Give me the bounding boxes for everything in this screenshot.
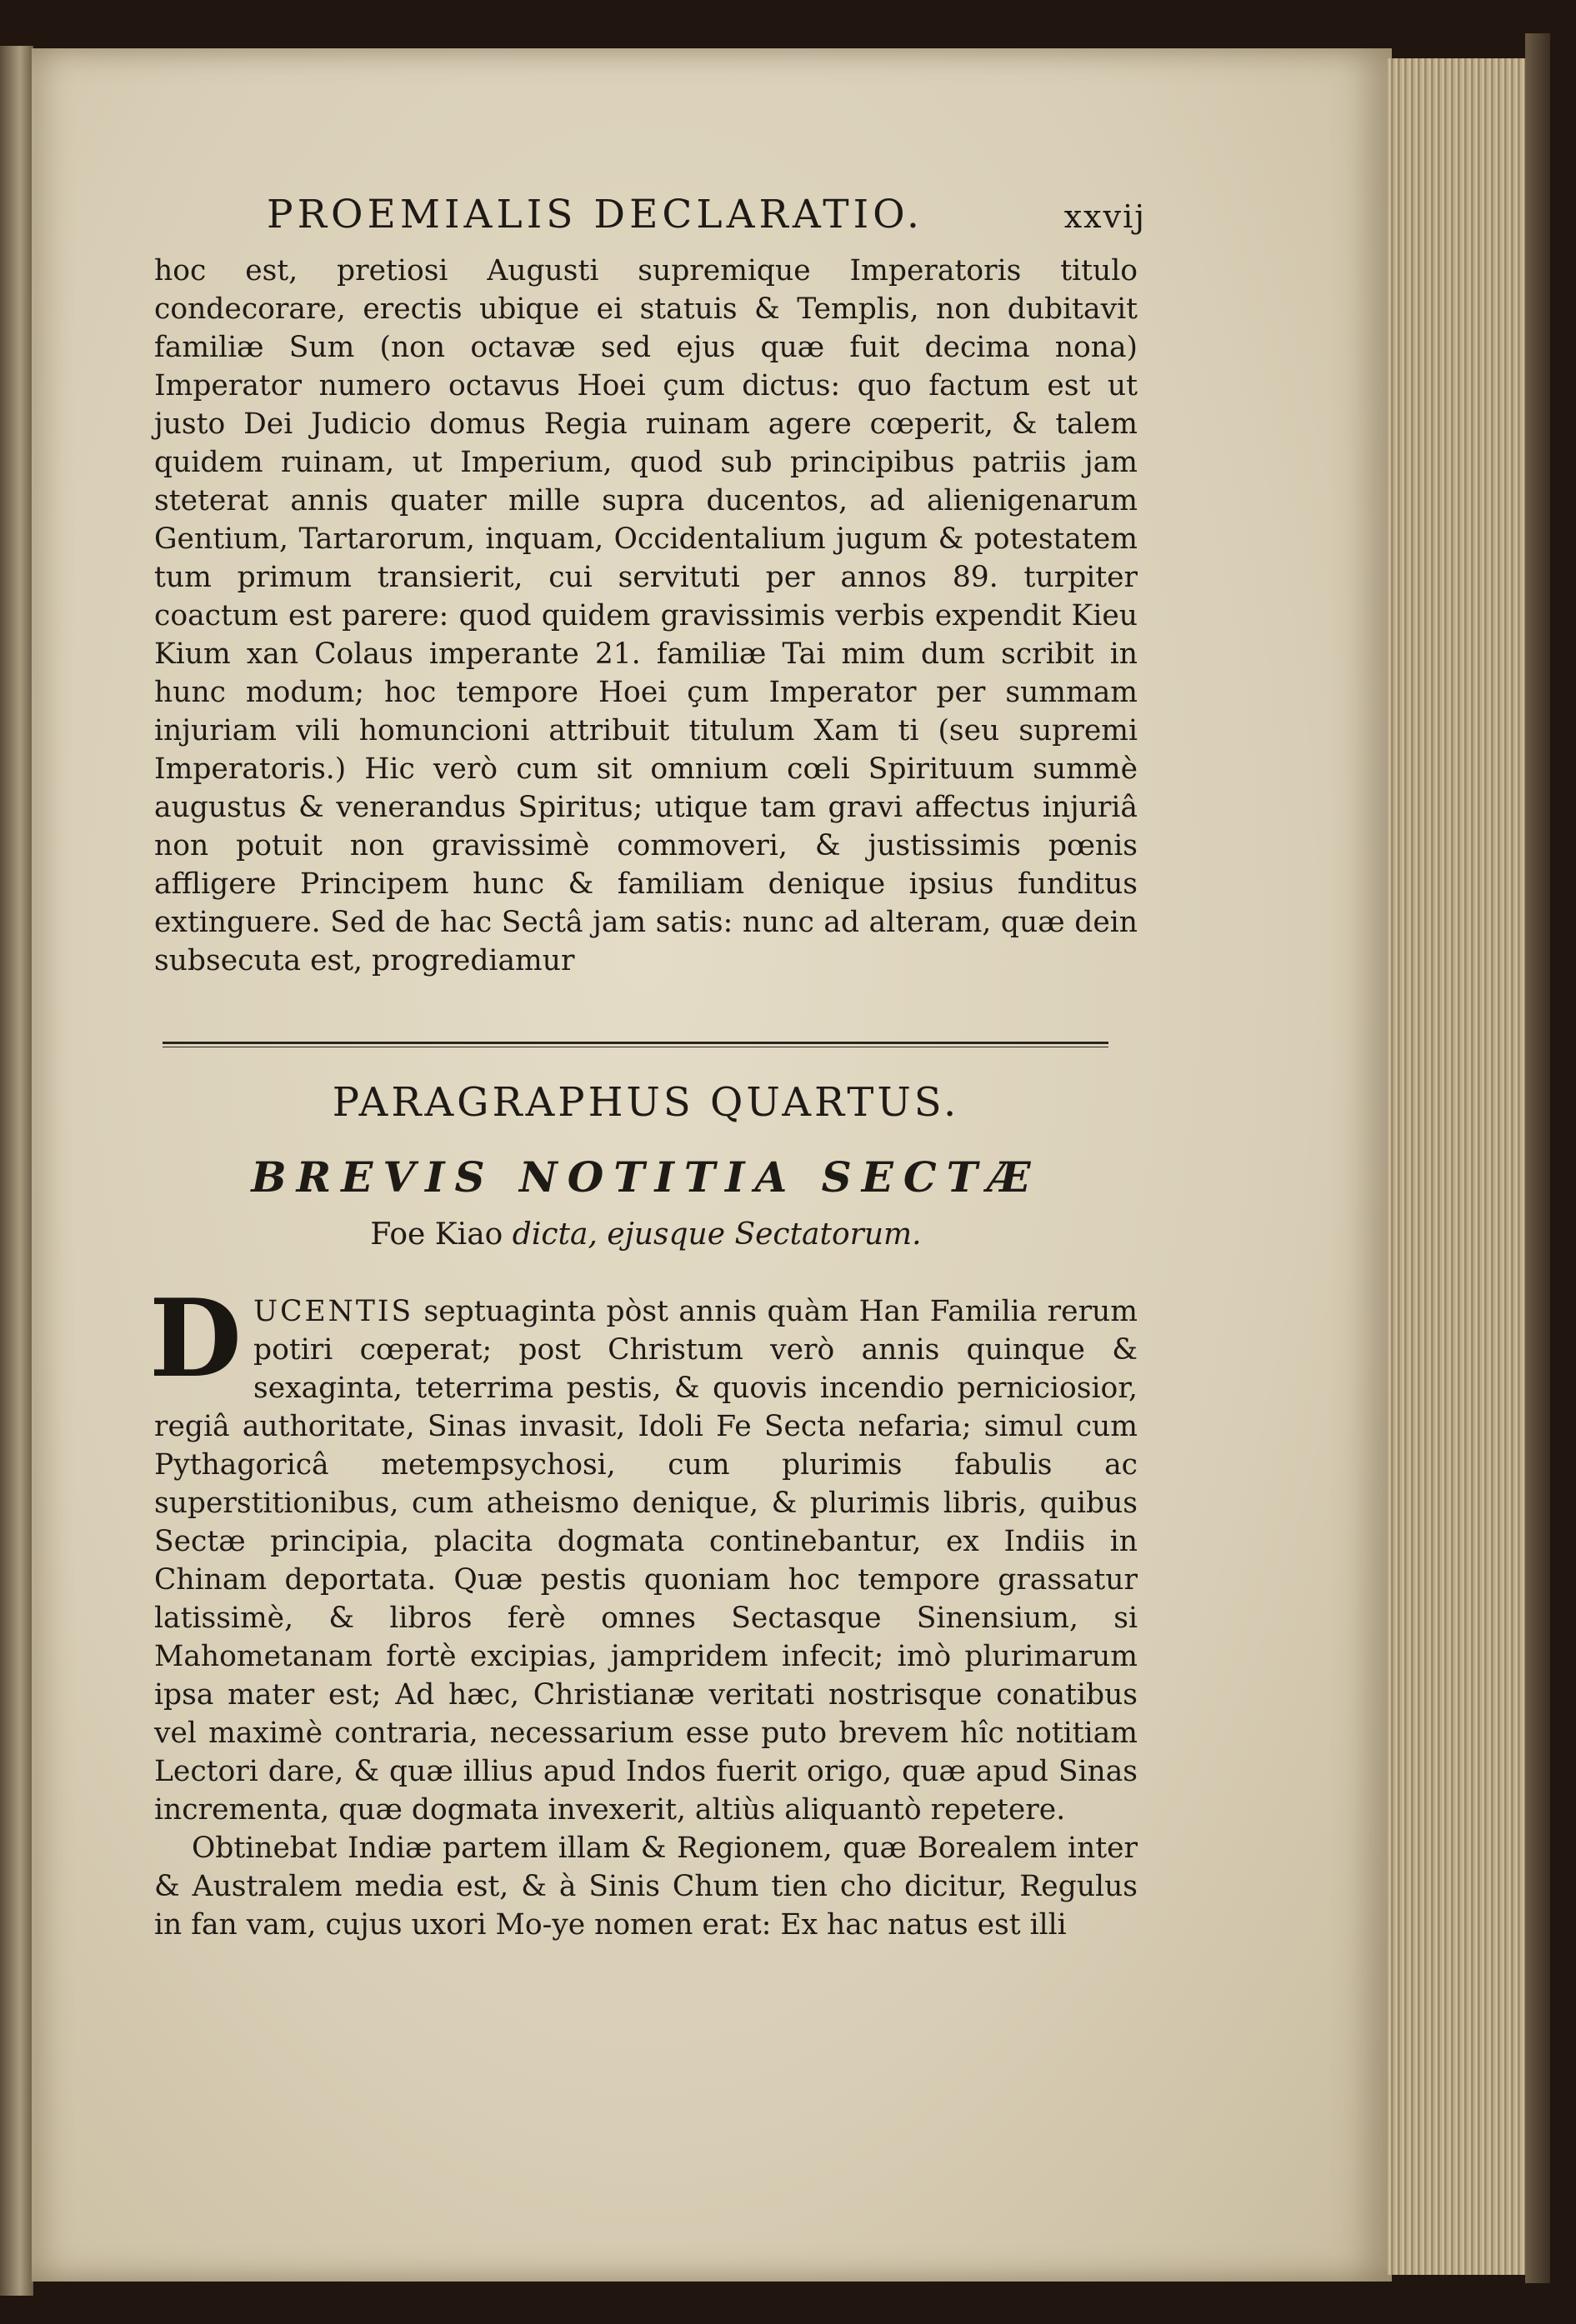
section-title: BREVIS NOTITIA SECTÆ	[251, 1152, 1041, 1202]
page-header	[154, 192, 1146, 250]
book-cover	[1525, 33, 1550, 2283]
section-body	[149, 1277, 1138, 1944]
drop-cap: D	[149, 1277, 242, 1402]
page-edges	[1388, 58, 1530, 2275]
paragraph-heading: PARAGRAPHUS QUARTUS.	[332, 1079, 960, 1126]
lead-caps: UCENTIS	[253, 1295, 414, 1328]
running-title: PROEMIALIS DECLARATIO.	[267, 192, 923, 237]
page-number: xxvij	[1063, 198, 1146, 235]
body-paragraph-2: Obtinebat Indiæ partem illam & Regionem, quæ Borealem inter & Australem media est, & à Sinis Chum tien cho dicitur, Regulus in fan vam, cujus uxori Mo-ye nomen erat: Ex hac natus est illi	[154, 1832, 1138, 1942]
page-content	[149, 192, 1146, 1944]
subtitle-italic: dicta, ejusque Sectatorum.	[512, 1217, 922, 1252]
paragraph-1-text: septuaginta pòst annis quàm Han Familia rerum potiri cœperat; post Christum verò annis quinque & sexaginta, teterrima pestis, & quovis incendio perniciosior, regiâ authoritate, Sinas invasit, Idoli Fe Secta nefaria; simul cum Pythagoricâ metempsychosi, cum plurimis fabulis ac superstitionibus, cum atheismo denique, & plurimis libris, quibus Sectæ principia, placita dogmata continebantur, ex Indiis in Chinam deportata. Quæ pestis quoniam hoc tempore grassatur latissimè, & libros ferè omnes Sectasque Sinensium, si Mahometanam fortè excipias, jampridem infecit; imò plurimarum ipsa mater est; Ad hæc, Christianæ veritati nostrisque conatibus vel maximè contraria, necessarium esse puto brevem hîc notitiam Lectori dare, & quæ illius apud Indos fuerit origo, quæ apud Sinas incrementa, quæ dogmata invexerit, altiùs aliquantò repetere.	[154, 1295, 1138, 1827]
continuation-block	[154, 252, 1138, 1018]
section-rule	[163, 1042, 1108, 1047]
body-paragraph-1	[149, 1277, 1138, 1829]
facing-page-edge	[0, 46, 33, 2296]
continuation-paragraph: hoc est, pretiosi Augusti supremique Imperatoris titulo condecorare, erectis ubique ei statuis & Templis, non dubitavit familiæ Sum (non octavæ sed ejus quæ fuit decima nona) Imperator numero octavus Hoei çum dictus: quo factum est ut justo Dei Judicio domus Regia ruinam agere cœperit, & talem quidem ruinam, ut Imperium, quod sub principibus patriis jam steterat annis quater mille supra ducentos, ad alienigenarum Gentium, Tartarorum, inquam, Occidentalium jugum & potestatem tum primum transierit, cui servituti per annos 89. turpiter coactum est parere: quod quidem gravissimis verbis expendit Kieu Kium xan Colaus imperante 21. familiæ Tai mim dum scribit in hunc modum; hoc tempore Hoei çum Imperator per summam injuriam vili homuncioni attribuit titulum Xam ti (seu supremi Imperatoris.) Hic verò cum sit omnium cœli Spirituum summè augustus & venerandus Spiritus; utique tam gravi affectus injuriâ non potuit non gravissimè commoveri, & justissimis pœnis affligere Principem hunc & familiam denique ipsius funditus extinguere. Sed de hac Sectâ jam satis: nunc ad alteram, quæ dein subsecuta est, progrediamur	[154, 254, 1138, 977]
subtitle-roman: Foe Kiao	[370, 1217, 503, 1252]
section-subtitle	[154, 1217, 1138, 1267]
